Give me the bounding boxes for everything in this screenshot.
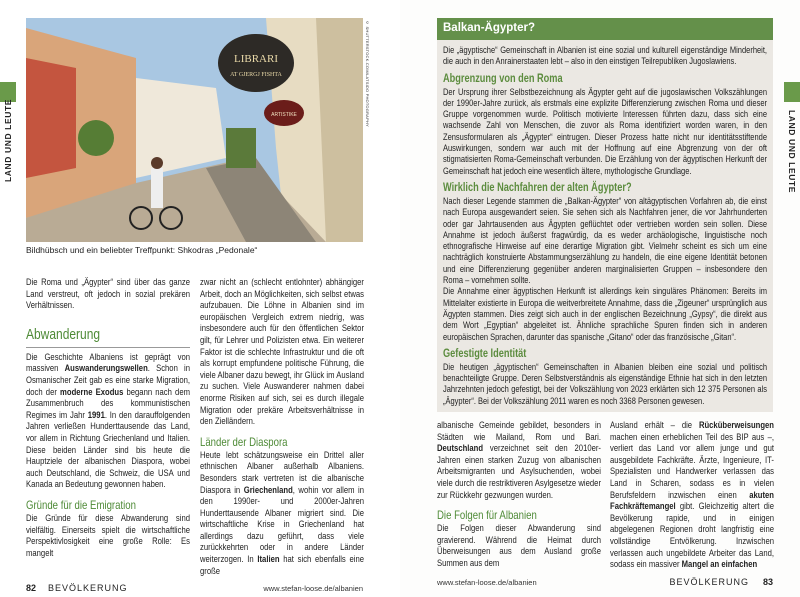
section-tab xyxy=(784,82,800,102)
page-number: 83 xyxy=(762,577,773,587)
sign-artistike: ARTISTIKE xyxy=(271,112,297,118)
website-link[interactable]: www.stefan-loose.de/albanien xyxy=(437,578,537,587)
text-run: verzeichnet seit den 2010er-Jahren einen starken Zuzug von albanischen Arbeitsmigranten und Asylsuchenden, wobei viele durch die restriktiveren Asylgesetze wieder zur Rückkehr gezwungen wurden. xyxy=(437,443,601,501)
info-box-title: Balkan-Ägypter? xyxy=(437,18,773,40)
paragraph xyxy=(443,285,767,341)
photo-caption: Bildhübsch und ein beliebter Treffpunkt: Shkodras „Pedonale“ xyxy=(26,245,258,255)
text-run: Der Ursprung ihrer Selbstbezeichnung als Ägypter geht auf die jugoslawischen Volkszählungen der 1990er-Jahre zurück, als erstmals eine explizite Differenzierung zwischen Roma und dieser Gruppe vorgenommen wurde. Politisch motivierte Interessen führten dazu, dass sich eine wachsende Zahl von Menschen, die zuvor als Roma identifiziert worden waren, in den Zensusformularen als „Ägypter“ eintrugen. Dieser Prozess hatte nicht nur identitätsstiftende Auswirkungen, sondern war auch mit der Hoffnung auf eine Abgrenzung von der oft stigmatisierten Roma-Gemeinschaft verbunden. Die Erzählung von der ägyptischen Herkunft der Gemeinschaft hat jedoch eine wesentlich ältere, mythologische Grundlage. xyxy=(443,85,767,176)
sign-librari: LIBRARI xyxy=(234,53,278,65)
street-photo xyxy=(26,18,363,242)
photo-illustration xyxy=(26,18,363,242)
info-box-body xyxy=(443,44,767,406)
text-run: gibt. Gleichzeitig altert die Bevölkerung rapide, und in einigen abgelegenen Regionen droht langfristig eine vollständige Entvölkerung. Inzwischen verlassen auch ungebildete Arbeiter das Land, sodass ein massiver xyxy=(610,501,774,571)
page-footer xyxy=(26,583,128,593)
text-run: Die Annahme einer ägyptischen Herkunft ist allerdings kein singuläres Phänomen: Bereits im Mittelalter existierte in Europa die weitverbreitete Annahme, dass die „Zigeuner“ ursprünglich aus Ägypten stammen. Dies zeigt sich auch in der englischen Bezeichnung „Gypsy“, die direkt aus dem Wort „Egyptian“ abgeleitet ist. Ähnliche sprachliche Spuren finden sich in anderen europäischen Sprachen, darunter das spanische „Gitano“ oder das französische „Gitan“. xyxy=(443,285,767,342)
bold-term: Italien xyxy=(257,554,280,566)
subheading: Gründe für die Emigration xyxy=(26,497,136,512)
text-run: hat sich ebenfalls eine große xyxy=(200,554,364,577)
bold-term: Deutschland xyxy=(437,443,484,455)
text-run: . Schon in Osmanischer Zeit gab es eine starke Migration, doch der xyxy=(26,363,190,398)
right-page xyxy=(400,0,800,597)
subheading: Abgrenzung von den Roma xyxy=(443,72,563,85)
text-run: Die Folgen dieser Abwanderung sind gravierend. Während die Heimat durch Überweisungen aus dem Ausland große Summen aus dem xyxy=(437,523,601,569)
paragraph xyxy=(200,450,364,578)
bold-term: akuten Fachkräftemangel xyxy=(610,489,774,513)
text-run: Ausland erhält – die xyxy=(610,420,699,431)
text-run: machen einen erheblichen Teil des BIP aus –, verliert das Land vor allem junge und gut ausgebildete Fachkräfte. Ärzte, Ingenieure, IT-Spezialisten und Handwerker verlassen das Land in Scharen, sodass es in vielen Berufsfeldern inzwischen einen xyxy=(610,431,774,501)
bold-term: 1991 xyxy=(87,409,105,421)
text-run: Die „ägyptische“ Gemeinschaft in Albanien ist eine sozial und kulturell eigenständige Minderheit, die auch in den Anrainerstaaten lebt – also in den einstigen Teilrepubliken Jugoslawiens. xyxy=(443,44,767,67)
photo-credit: © SHUTTERSTOCK.COM/LATSIDO PHOTOGRAPHY xyxy=(365,20,370,127)
text-column-2 xyxy=(200,277,364,577)
website-link[interactable]: www.stefan-loose.de/albanien xyxy=(263,584,363,593)
text-run: Die Gründe für diese Abwanderung sind vielfältig. Einerseits spielt die wirtschaftliche Perspektivlosigkeit eine große Rolle: Es mangelt xyxy=(26,512,190,559)
text-run: Die Roma und „Ägypter“ sind über das ganze Land verstreut, oft jedoch in sozial prekären Verhältnissen. xyxy=(26,277,190,312)
subheading: Länder der Diaspora xyxy=(200,434,288,449)
paragraph xyxy=(26,513,190,559)
text-run: Die Geschichte Albaniens ist geprägt von massiven xyxy=(26,351,190,375)
text-column-1 xyxy=(437,420,601,570)
text-column-1 xyxy=(26,277,190,559)
bold-term: Rücküberweisungen xyxy=(698,420,774,431)
subheading: Die Folgen für Albanien xyxy=(437,508,537,523)
subheading: Wirklich die Nachfahren der alten Ägypter? xyxy=(443,181,632,194)
side-tab-label: LAND UND LEUTE xyxy=(3,98,13,182)
paragraph xyxy=(200,277,364,428)
text-run: Nach dieser Legende stammen die „Balkan-Ägypter“ von altägyptischen Vorfahren ab, die einst nach Europa ausgewandert seien. Sie sehen sich als Nachfahren jener, die vor Jahrhunderten oder gar Jahrtausenden aus Ägypten geflüchtet oder vertrieben worden sein sollen. Diese Annahme ist jedoch äußerst fragwürdig, da es weder archäologische, linguistische noch ethnografische Hinweise auf eine derartige Migration gibt. Vielmehr scheint es sich um eine nachträglich konstruierte Abstammungserzählung zu handeln, die eine eigene Identität betonen und eine Differenzierung gegenüber anderen marginalisierten Gruppen – insbesondere den Roma – vornehmen sollte. xyxy=(443,194,767,286)
paragraph xyxy=(443,44,767,67)
info-box-balkan-aegypter xyxy=(437,18,773,412)
text-run: Die heutigen „ägyptischen“ Gemeinschaften in Albanien bleiben eine sozial und politisch benachteiligte Gruppe. Deren Selbstverständnis als eigenständige Ethnie hat sich in den letzten Jahrzehnten jedoch gefestigt, bei der Volkszählung von 2023 erklärten sich 12 375 Personen als „Ägypter“. Bei der Volkszählung 2011 waren es noch 3368 Personen gewesen. xyxy=(443,360,767,406)
paragraph xyxy=(443,195,767,285)
sign-gjergj-fishta: AT GJERGJ FISHTA xyxy=(230,72,282,78)
bold-term: Auswanderungswellen xyxy=(64,363,148,375)
section-name: BEVÖLKERUNG xyxy=(48,583,128,593)
text-run: albanische Gemeinde gebildet, besonders in Städten wie Mailand, Rom und Bari. xyxy=(437,420,601,443)
text-run: . In den darauffolgenden Jahren verließen Hunderttausende das Land, vor allem in Richtung Griechenland und Italien. Diese beiden Länder sind bis heute die Hauptziele der albanischen Diaspora, wobei auch Deutschland, die Schweiz, die USA und Kanada an Bedeutung gewonnen haben. xyxy=(26,409,190,491)
bold-term: Griechenland xyxy=(243,484,293,496)
section-heading: Abwanderung xyxy=(26,326,190,348)
paragraph xyxy=(26,352,190,491)
paragraph xyxy=(437,420,601,501)
bold-term: moderne Exodus xyxy=(60,386,124,398)
text-run: zwar nicht an (schlecht entlohnter) abhängiger Arbeit, doch an Möglichkeiten, sich selbst etwas aufzubauen. Die Löhne in Albanien sind im europäischen Vergleich extrem niedrig, was insbesondere auch für den öffentlichen Sektor gilt, für Lehrer und Polizisten etwa. Ein weiterer Faktor ist die schlechte Infrastruktur und die oft als korrupt empfundene politische Führung, die viele Albaner dazu bewegt, ihr Glück im Ausland zu suchen. Viele Auswanderer nahmen dabei enorme Risiken auf sich, sei es durch illegale Migration oder prekäre Arbeitsverhältnisse in den Zielländern. xyxy=(200,277,364,428)
paragraph xyxy=(443,86,767,176)
subheading: Gefestigte Identität xyxy=(443,347,527,360)
text-run: begann nach dem Zusammenbruch des kommunistischen Regimes im Jahr xyxy=(26,386,190,421)
paragraph xyxy=(443,361,767,406)
side-tab-label: LAND UND LEUTE xyxy=(787,110,797,194)
text-run: , wohin vor allem in den 1990er- und 2000er-Jahren Hunderttausende Albaner migriert sind. Die wirtschaftliche Krise in Griechenland hat allerdings dazu geführt, dass viele zurückkehrten oder in andere Länder weiterzogen. In xyxy=(200,484,364,566)
page-footer xyxy=(669,577,773,587)
paragraph xyxy=(437,523,601,569)
paragraph xyxy=(26,277,190,312)
page-number: 82 xyxy=(26,583,37,593)
bold-term: Mangel an einfachen xyxy=(681,559,758,571)
section-name: BEVÖLKERUNG xyxy=(669,577,749,587)
text-column-2 xyxy=(610,420,774,571)
text-run: Heute lebt schätzungsweise ein Drittel aller ethnischen Albaner außerhalb Albaniens. Besonders stark vertreten ist die albanische Diaspora in xyxy=(200,449,364,496)
paragraph xyxy=(610,420,774,571)
